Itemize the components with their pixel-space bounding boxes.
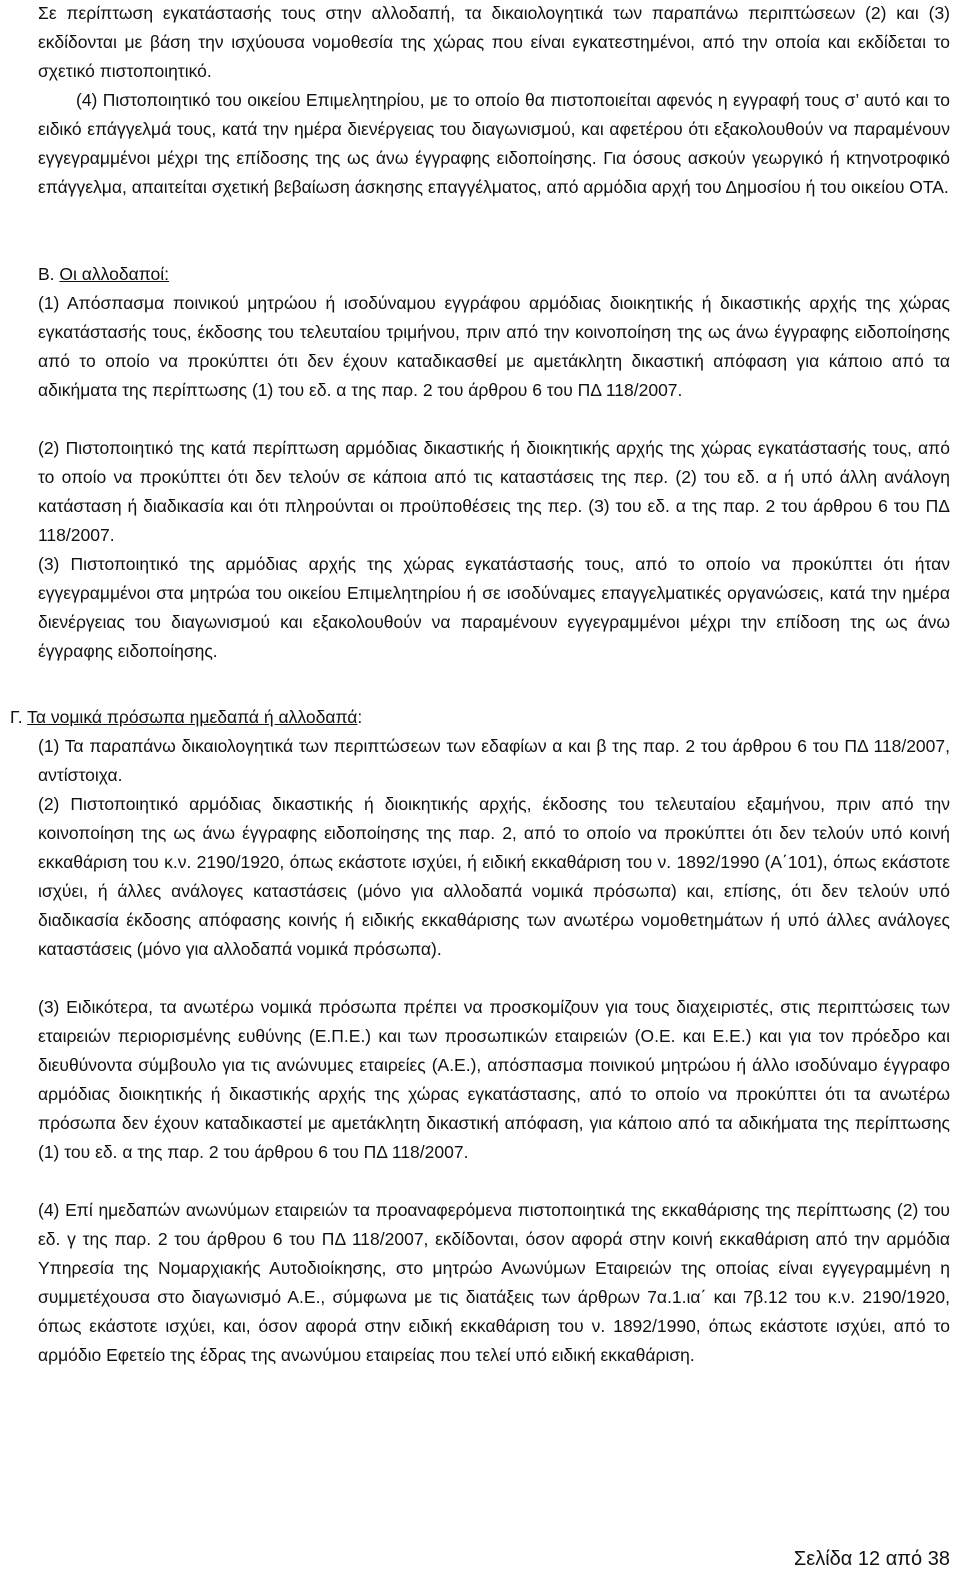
section-c-item-2 bbox=[38, 790, 950, 964]
section-b-item-2 bbox=[38, 434, 950, 550]
section-b-item-3 bbox=[38, 550, 950, 666]
section-c-item-1 bbox=[38, 732, 950, 790]
section-c-item-text: (3) Ειδικότερα, τα ανωτέρω νομικά πρόσωπα πρέπει να προσκομίζουν για τους διαχειριστές, στις περιπτώσεις των εταιρειών περιορισμένης ευθύνης (Ε.Π.Ε.) και των προσωπικών εταιρειών (Ο.Ε. και Ε.Ε.) και για τον πρόεδρο και διευθύνοντα σύμβουλο για τις ανώνυμες εταιρείες (Α.Ε.), απόσπασμα ποινικού μητρώου ή άλλο ισοδύναμο έγγραφο αρμόδιας διοικητικής ή δικαστικής αρχής της χώρας εγκατάστασης, από το οποίο να προκύπτει ότι τα ανωτέρω πρόσωπα δεν έχουν καταδικαστεί με αμετάκλητη δικαστική απόφαση, για κάποιο από τα αδικήματα της περίπτωσης (1) του εδ. α της παρ. 2 του άρθρου 6 του ΠΔ 118/2007. bbox=[38, 997, 950, 1162]
intro-paragraph bbox=[38, 0, 950, 86]
chamber-certificate-paragraph bbox=[38, 86, 950, 202]
section-b-letter: Β. bbox=[38, 264, 55, 284]
section-b-item-text: (3) Πιστοποιητικό της αρμόδιας αρχής της χώρας εγκατάστασής τους, από το οποίο να προκύπτει ότι ήταν εγγεγραμμένοι στα μητρώα του οικείου Επιμελητηρίου ή σε ισοδύναμες επαγγελματικές οργανώσεις, κατά την ημέρα διενέργειας του διαγωνισμού και εξακολουθούν να παραμένουν εγγεγραμμένοι μέχρι την επίδοση της ως άνω έγγραφης ειδοποίησης. bbox=[38, 554, 950, 661]
section-c-item-text: (2) Πιστοποιητικό αρμόδιας δικαστικής ή διοικητικής αρχής, έκδοσης του τελευταίου εξαμήνου, πριν από την κοινοποίηση της ως άνω έγγραφης ειδοποίησης της παρ. 2, από το οποίο να προκύπτει ότι δεν τελούν υπό κοινή εκκαθάριση του κ.ν. 2190/1920, όπως εκάστοτε ισχύει, ή ειδική εκκαθάριση του ν. 1892/1990 (Α΄101), όπως εκάστοτε ισχύει, ή άλλες ανάλογες καταστάσεις (μόνο για αλλοδαπά νομικά πρόσωπα) και, επίσης, ότι δεν τελούν υπό διαδικασία έκδοσης απόφασης κοινής ή ειδικής εκκαθάρισης των ανωτέρω νομοθετημάτων ή υπό άλλες ανάλογες καταστάσεις (μόνο για αλλοδαπά νομικά πρόσωπα). bbox=[38, 794, 950, 959]
section-c-item-text: (4) Επί ημεδαπών ανωνύμων εταιρειών τα προαναφερόμενα πιστοποιητικά της εκκαθάρισης της περίπτωσης (2) του εδ. γ της παρ. 2 του άρθρου 6 του ΠΔ 118/2007, εκδίδονται, όσον αφορά στην κοινή εκκαθάριση από την αρμόδια Υπηρεσία της Νομαρχιακής Αυτοδιοίκησης, στο μητρώο Ανωνύμων Εταιρειών της οποίας είναι εγγεγραμμένη η συμμετέχουσα στο διαγωνισμό Α.Ε., σύμφωνα με τις διατάξεις των άρθρων 7α.1.ια΄ και 7β.12 του κ.ν. 2190/1920, όπως εκάστοτε ισχύει, και, όσον αφορά στην ειδική εκκαθάριση του ν. 1892/1990, όπως εκάστοτε ισχύει, από το αρμόδιο Εφετείο της έδρας της ανωνύμου εταιρείας που τελεί υπό ειδική εκκαθάριση. bbox=[38, 1200, 950, 1365]
section-c-item-text: (1) Τα παραπάνω δικαιολογητικά των περιπτώσεων των εδαφίων α και β της παρ. 2 του άρθρου 6 του ΠΔ 118/2007, αντίστοιχα. bbox=[38, 736, 950, 785]
section-b-heading bbox=[38, 260, 950, 289]
section-c-item-4 bbox=[38, 1196, 950, 1370]
section-b-item-text: (1) Απόσπασμα ποινικού μητρώου ή ισοδύναμου εγγράφου αρμόδιας διοικητικής ή δικαστικής αρχής της χώρας εγκατάστασής τους, έκδοσης του τελευταίου τριμήνου, πριν από την κοινοποίηση της ως άνω έγγραφης ειδοποίησης από το οποίο να προκύπτει ότι δεν έχουν καταδικασθεί με αμετάκλητη δικαστική απόφαση για κάποιο από τα αδικήματα της περίπτωσης (1) του εδ. α της παρ. 2 του άρθρου 6 του ΠΔ 118/2007. bbox=[38, 293, 950, 400]
page-number: Σελίδα 12 από 38 bbox=[793, 1548, 950, 1570]
intro-text: Σε περίπτωση εγκατάστασής τους στην αλλοδαπή, τα δικαιολογητικά των παραπάνω περιπτώσεων (2) και (3) εκδίδονται με βάση την ισχύουσα νομοθεσία της χώρας που είναι εγκατεστημένοι, από την οποία και εκδίδεται το σχετικό πιστοποιητικό. bbox=[38, 3, 950, 81]
section-b-item-text: (2) Πιστοποιητικό της κατά περίπτωση αρμόδιας δικαστικής ή διοικητικής αρχής της χώρας εγκατάστασής τους, από το οποίο να προκύπτει ότι δεν τελούν σε κάποια από τις καταστάσεις της περ. (2) του εδ. α ή υπό άλλη ανάλογη κατάσταση ή διαδικασία και ότι πληρούνται οι προϋποθέσεις της περ. (3) του εδ. α της παρ. 2 του άρθρου 6 του ΠΔ 118/2007. bbox=[38, 438, 950, 545]
section-c-letter: Γ. bbox=[10, 707, 23, 727]
section-c-heading bbox=[10, 703, 950, 732]
section-b-title: Οι αλλοδαποί: bbox=[59, 264, 170, 284]
section-c-item-3 bbox=[38, 993, 950, 1167]
chamber-certificate-text: (4) Πιστοποιητικό του οικείου Επιμελητηρίου, με το οποίο θα πιστοποιείται αφενός η εγγραφή τους σ’ αυτό και το ειδικό επάγγελμά τους, κατά την ημέρα διενέργειας του διαγωνισμού, και αφετέρου ότι εξακολουθούν να παραμένουν εγγεγραμμένοι μέχρι της επίδοσης της ως άνω έγγραφης ειδοποίησης. Για όσους ασκούν γεωργικό ή κτηνοτροφικό επάγγελμα, απαιτείται σχετική βεβαίωση άσκησης επαγγέλματος, από αρμόδια αρχή του Δημοσίου ή του οικείου ΟΤΑ. bbox=[38, 90, 950, 197]
section-c-colon: : bbox=[357, 707, 363, 727]
section-c-title: Τα νομικά πρόσωπα ημεδαπά ή αλλοδαπά bbox=[27, 707, 358, 727]
section-b-item-1 bbox=[38, 289, 950, 405]
